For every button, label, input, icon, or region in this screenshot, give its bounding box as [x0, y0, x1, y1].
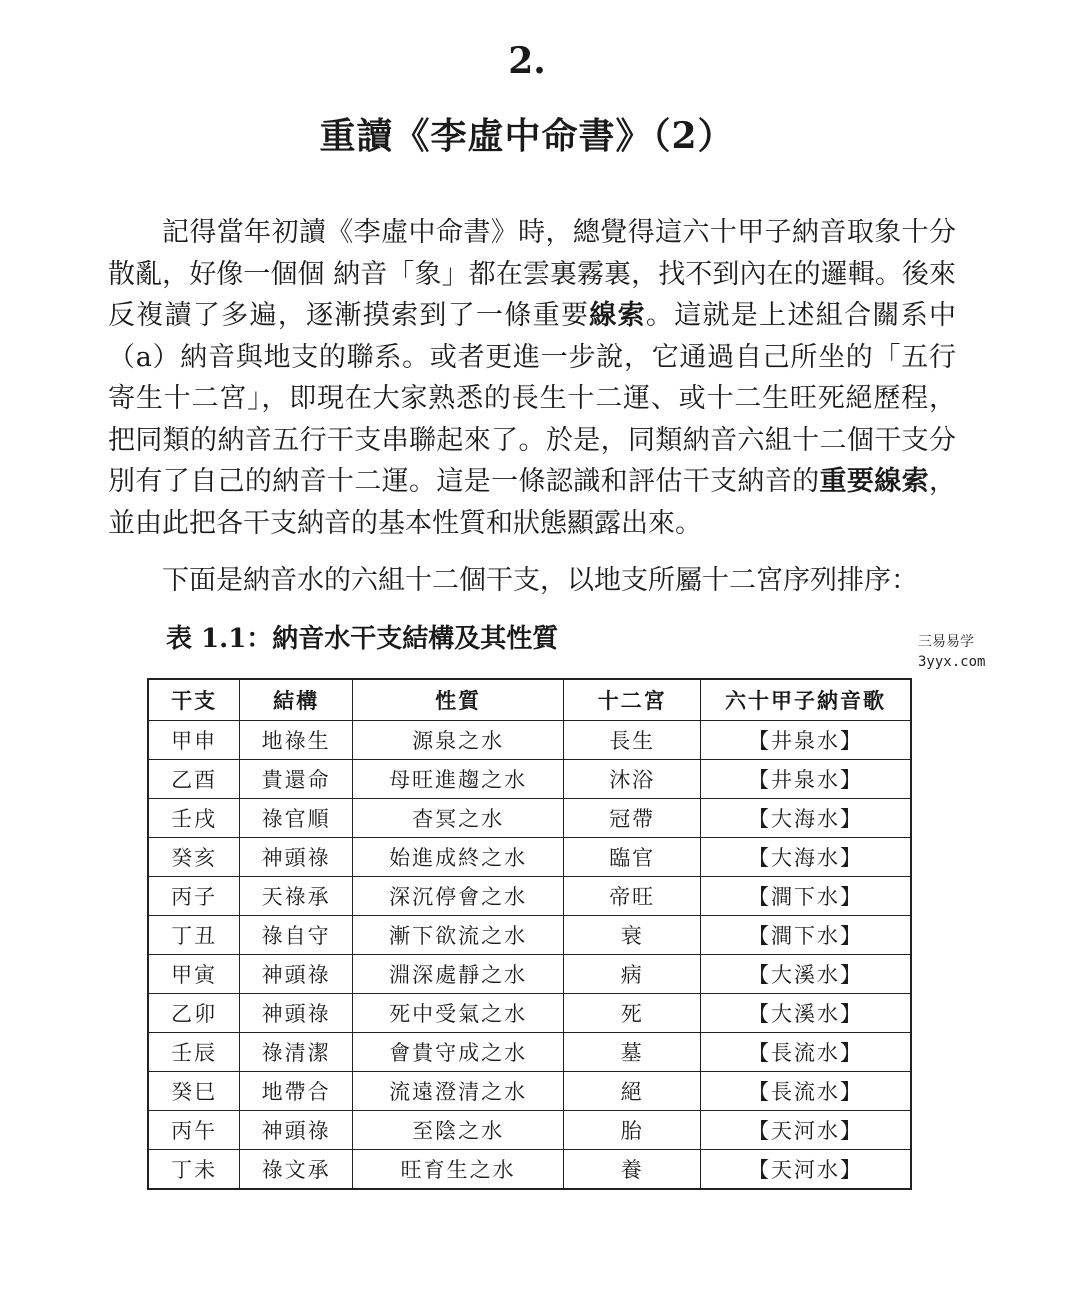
- cell-nature: 始進成終之水: [352, 838, 563, 877]
- cell-structure: 祿自守: [240, 916, 353, 955]
- cell-nature: 深沉停會之水: [352, 877, 563, 916]
- cell-palace: 絕: [564, 1072, 701, 1111]
- paragraph-1: [108, 212, 956, 544]
- header-nayin-song: 六十甲子納音歌: [701, 679, 912, 721]
- cell-palace: 衰: [564, 916, 701, 955]
- table-header-row: [148, 679, 911, 721]
- cell-nature: 杳冥之水: [352, 799, 563, 838]
- cell-palace: 墓: [564, 1033, 701, 1072]
- cell-nature: 淵深處靜之水: [352, 955, 563, 994]
- cell-palace: 臨官: [564, 838, 701, 877]
- cell-nature: 旺育生之水: [352, 1150, 563, 1190]
- table-row: [148, 721, 911, 760]
- cell-nayin: 【井泉水】: [701, 721, 912, 760]
- cell-structure: 神頭祿: [240, 838, 353, 877]
- cell-nature: 母旺進趨之水: [352, 760, 563, 799]
- paragraph-1-text-3: ，並由此把各干支納音的基本性質和狀態顯露出來。: [108, 466, 957, 539]
- cell-nature: 至陰之水: [352, 1111, 563, 1150]
- cell-nayin: 【大溪水】: [701, 955, 912, 994]
- cell-palace: 病: [564, 955, 701, 994]
- header-structure: 結構: [240, 679, 353, 721]
- watermark-line-2: 3yyx.com: [918, 654, 986, 670]
- cell-structure: 神頭祿: [240, 955, 353, 994]
- chapter-title: 重讀《李虛中命書》（2）: [319, 115, 735, 157]
- cell-nature: 流遠澄清之水: [352, 1072, 563, 1111]
- cell-ganzhi: 癸亥: [148, 838, 240, 877]
- header-twelve-palaces: 十二宮: [564, 679, 701, 721]
- cell-nayin: 【天河水】: [701, 1150, 912, 1190]
- cell-palace: 長生: [564, 721, 701, 760]
- table-row: [148, 799, 911, 838]
- cell-ganzhi: 甲寅: [148, 955, 240, 994]
- paragraph-2: [108, 560, 956, 602]
- table-row: [148, 1033, 911, 1072]
- table-row: [148, 916, 911, 955]
- cell-ganzhi: 壬辰: [148, 1033, 240, 1072]
- cell-ganzhi: 甲申: [148, 721, 240, 760]
- table-body: [148, 721, 911, 1190]
- header-nature: 性質: [352, 679, 563, 721]
- cell-nayin: 【澗下水】: [701, 916, 912, 955]
- cell-palace: 養: [564, 1150, 701, 1190]
- header-ganzhi: 干支: [148, 679, 240, 721]
- cell-nature: 死中受氣之水: [352, 994, 563, 1033]
- cell-nayin: 【天河水】: [701, 1111, 912, 1150]
- table-row: [148, 838, 911, 877]
- cell-nayin: 【長流水】: [701, 1072, 912, 1111]
- cell-structure: 天祿承: [240, 877, 353, 916]
- cell-nayin: 【澗下水】: [701, 877, 912, 916]
- watermark: [918, 632, 985, 672]
- cell-structure: 神頭祿: [240, 994, 353, 1033]
- cell-structure: 祿文承: [240, 1150, 353, 1190]
- chapter-number: 2.: [508, 40, 546, 82]
- table-row: [148, 994, 911, 1033]
- paragraph-1-text-2: 。這就是上述組合關系中（a）納音與地支的聯系。或者更進一步說，它通過自己所坐的「五行寄生十二宮」，即現在大家熟悉的長生十二運、或十二生旺死絕歷程，把同類的納音五行干支串聯起來了。於是，同類納音六組十二個干支分別有了自己的納音十二運。這是一條認識和評估干支納音的: [108, 300, 957, 497]
- cell-ganzhi: 壬戌: [148, 799, 240, 838]
- table-row: [148, 955, 911, 994]
- cell-palace: 帝旺: [564, 877, 701, 916]
- cell-ganzhi: 丙子: [148, 877, 240, 916]
- cell-ganzhi: 癸巳: [148, 1072, 240, 1111]
- cell-nature: 源泉之水: [352, 721, 563, 760]
- cell-nayin: 【長流水】: [701, 1033, 912, 1072]
- cell-ganzhi: 乙卯: [148, 994, 240, 1033]
- cell-structure: 祿清潔: [240, 1033, 353, 1072]
- cell-nayin: 【大海水】: [701, 799, 912, 838]
- cell-nature: 會貴守成之水: [352, 1033, 563, 1072]
- cell-ganzhi: 丁丑: [148, 916, 240, 955]
- cell-nayin: 【大溪水】: [701, 994, 912, 1033]
- cell-structure: 神頭祿: [240, 1111, 353, 1150]
- cell-palace: 胎: [564, 1111, 701, 1150]
- cell-structure: 地祿生: [240, 721, 353, 760]
- cell-ganzhi: 丁未: [148, 1150, 240, 1190]
- cell-palace: 沐浴: [564, 760, 701, 799]
- table-row: [148, 1111, 911, 1150]
- nayin-water-table: [147, 678, 912, 1190]
- table-row: [148, 1072, 911, 1111]
- table-caption: 表 1.1：納音水干支結構及其性質: [166, 624, 559, 654]
- paragraph-1-text-1: 記得當年初讀《李虛中命書》時，總覺得這六十甲子納音取象十分散亂，好像一個個 納音「象」都在雲裏霧裏，找不到內在的邏輯。後來反複讀了多遍，逐漸摸索到了一條重要: [108, 217, 956, 331]
- cell-nature: 漸下欲流之水: [352, 916, 563, 955]
- paragraph-2-text: 下面是納音水的六組十二個干支，以地支所屬十二宮序列排序：: [162, 565, 918, 596]
- cell-nayin: 【井泉水】: [701, 760, 912, 799]
- cell-structure: 地帶合: [240, 1072, 353, 1111]
- watermark-line-1: 三易易学: [918, 634, 974, 650]
- table-row: [148, 877, 911, 916]
- table-row: [148, 1150, 911, 1190]
- cell-ganzhi: 丙午: [148, 1111, 240, 1150]
- cell-nayin: 【大海水】: [701, 838, 912, 877]
- cell-structure: 貴還命: [240, 760, 353, 799]
- paragraph-1-bold-1: 線索: [589, 300, 646, 331]
- cell-structure: 祿官順: [240, 799, 353, 838]
- cell-palace: 死: [564, 994, 701, 1033]
- table-row: [148, 760, 911, 799]
- cell-palace: 冠帶: [564, 799, 701, 838]
- cell-ganzhi: 乙酉: [148, 760, 240, 799]
- paragraph-1-bold-2: 重要線索: [819, 466, 930, 497]
